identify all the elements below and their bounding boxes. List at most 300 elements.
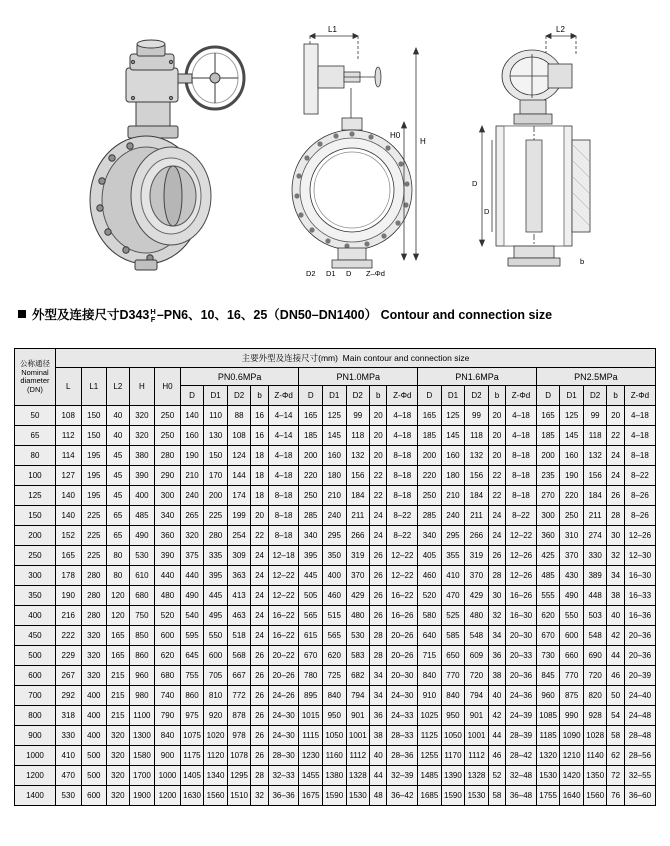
cell-pn25-zd: 36–60	[624, 786, 655, 806]
cell-L: 140	[55, 486, 81, 506]
cell-pn06-D1: 600	[204, 646, 228, 666]
cell-pn10-D2: 184	[346, 486, 370, 506]
cell-pn16-D: 840	[418, 666, 442, 686]
cell-pn10-zd: 24–33	[387, 706, 418, 726]
cell-dn: 400	[15, 606, 56, 626]
section-title-en: Contour and connection size	[380, 308, 553, 322]
header-pn06-zd: Z-Φd	[268, 386, 299, 406]
dimension-table-wrap	[14, 348, 656, 806]
cell-dn: 600	[15, 666, 56, 686]
cell-pn06-b: 22	[251, 526, 268, 546]
cell-L1: 195	[81, 446, 107, 466]
header-col-L: L	[55, 368, 81, 406]
cell-pn25-D: 1320	[536, 746, 560, 766]
cell-pn16-zd: 8–18	[506, 466, 537, 486]
cell-pn16-b: 52	[488, 766, 505, 786]
cell-pn06-b: 26	[251, 746, 268, 766]
cell-pn25-D1: 370	[560, 546, 584, 566]
cell-pn16-b: 20	[488, 446, 505, 466]
cell-pn25-zd: 4–18	[624, 406, 655, 426]
cell-pn06-b: 16	[251, 406, 268, 426]
cell-pn10-D2: 370	[346, 566, 370, 586]
cell-pn10-D2: 211	[346, 506, 370, 526]
cell-pn16-D2: 480	[465, 606, 489, 626]
cell-pn25-zd: 24–48	[624, 706, 655, 726]
cell-pn06-D2: 772	[227, 686, 251, 706]
cell-pn10-zd: 20–26	[387, 646, 418, 666]
section-title	[18, 305, 658, 324]
cell-L: 229	[55, 646, 81, 666]
cell-pn06-D1: 170	[204, 466, 228, 486]
cell-pn10-D: 1675	[299, 786, 323, 806]
cell-H0: 840	[155, 726, 181, 746]
header-col-L1: L1	[81, 368, 107, 406]
cell-pn10-D: 200	[299, 446, 323, 466]
cell-pn06-b: 24	[251, 626, 268, 646]
cell-pn10-b: 44	[370, 766, 387, 786]
cell-pn06-zd: 12–22	[268, 586, 299, 606]
cell-dn: 350	[15, 586, 56, 606]
cell-pn10-D2: 480	[346, 606, 370, 626]
cell-L2: 45	[107, 446, 130, 466]
cell-pn16-b: 32	[488, 606, 505, 626]
cell-pn16-b: 20	[488, 406, 505, 426]
cell-pn25-zd: 8–26	[624, 486, 655, 506]
cell-pn10-D1: 210	[322, 486, 346, 506]
cell-L1: 280	[81, 566, 107, 586]
cell-pn10-b: 28	[370, 626, 387, 646]
cell-H0: 1000	[155, 766, 181, 786]
header-pn16-D2: D2	[465, 386, 489, 406]
cell-pn25-D2: 118	[583, 426, 607, 446]
cell-pn25-D2: 1028	[583, 726, 607, 746]
cell-dn: 80	[15, 446, 56, 466]
cell-pn06-D1: 495	[204, 606, 228, 626]
cell-H0: 520	[155, 606, 181, 626]
cell-dn: 1400	[15, 786, 56, 806]
cell-L: 140	[55, 506, 81, 526]
cell-pn06-b: 24	[251, 566, 268, 586]
cell-pn16-b: 42	[488, 706, 505, 726]
cell-pn06-D: 1175	[180, 746, 204, 766]
cell-pn25-zd: 28–48	[624, 726, 655, 746]
cell-pn25-zd: 16–33	[624, 586, 655, 606]
cell-pn25-D2: 156	[583, 466, 607, 486]
cell-L: 292	[55, 686, 81, 706]
cell-pn06-b: 26	[251, 686, 268, 706]
cell-H0: 680	[155, 666, 181, 686]
cell-pn06-D1: 1120	[204, 746, 228, 766]
cell-pn10-zd: 20–26	[387, 626, 418, 646]
cell-L2: 215	[107, 686, 130, 706]
header-pn25-b: b	[607, 386, 624, 406]
cell-pn10-b: 28	[370, 646, 387, 666]
cell-pn10-zd: 28–36	[387, 746, 418, 766]
cell-pn25-D1: 875	[560, 686, 584, 706]
cell-pn25-D2: 448	[583, 586, 607, 606]
table-row	[15, 666, 656, 686]
cell-pn16-zd: 4–18	[506, 426, 537, 446]
cell-pn10-D: 250	[299, 486, 323, 506]
cell-pn10-D2: 1001	[346, 726, 370, 746]
cell-L: 108	[55, 406, 81, 426]
cell-H0: 300	[155, 486, 181, 506]
cell-dn: 900	[15, 726, 56, 746]
cell-pn10-D1: 350	[322, 546, 346, 566]
cell-pn25-D: 1085	[536, 706, 560, 726]
svg-text:H: H	[420, 137, 426, 146]
cell-pn06-D2: 413	[227, 586, 251, 606]
cell-pn25-D1: 1210	[560, 746, 584, 766]
cell-pn25-zd: 20–36	[624, 646, 655, 666]
cell-pn25-D2: 1560	[583, 786, 607, 806]
header-group-pn16: PN1.6MPa	[418, 368, 537, 386]
cell-pn06-D2: 124	[227, 446, 251, 466]
cell-L: 190	[55, 586, 81, 606]
cell-pn25-D: 620	[536, 606, 560, 626]
cell-L2: 320	[107, 786, 130, 806]
cell-H0: 600	[155, 626, 181, 646]
cell-pn25-D: 360	[536, 526, 560, 546]
cell-pn16-zd: 24–39	[506, 706, 537, 726]
cell-pn16-b: 58	[488, 786, 505, 806]
svg-text:D: D	[472, 179, 478, 188]
cell-pn16-D1: 650	[441, 646, 465, 666]
cell-pn10-D: 895	[299, 686, 323, 706]
cell-H0: 1200	[155, 786, 181, 806]
cell-pn06-D: 975	[180, 706, 204, 726]
cell-L1: 600	[81, 786, 107, 806]
cell-pn10-D2: 682	[346, 666, 370, 686]
cell-pn16-D2: 319	[465, 546, 489, 566]
cell-pn25-zd: 28–56	[624, 746, 655, 766]
cell-pn10-b: 26	[370, 546, 387, 566]
cell-pn25-zd: 16–30	[624, 566, 655, 586]
cell-L1: 400	[81, 706, 107, 726]
cell-pn16-D1: 240	[441, 506, 465, 526]
cell-pn10-D: 340	[299, 526, 323, 546]
table-row	[15, 566, 656, 586]
cell-pn10-b: 22	[370, 486, 387, 506]
cell-L2: 165	[107, 626, 130, 646]
cell-H0: 740	[155, 686, 181, 706]
cell-pn25-D: 425	[536, 546, 560, 566]
cell-L1: 400	[81, 686, 107, 706]
cell-pn10-D: 445	[299, 566, 323, 586]
cell-pn06-zd: 36–36	[268, 786, 299, 806]
cell-dn: 65	[15, 426, 56, 446]
cell-L: 165	[55, 546, 81, 566]
cell-pn10-D1: 1590	[322, 786, 346, 806]
cell-dn: 500	[15, 646, 56, 666]
cell-pn25-zd: 12–26	[624, 526, 655, 546]
cell-pn06-D: 595	[180, 626, 204, 646]
cell-pn06-D1: 280	[204, 526, 228, 546]
cell-pn10-D2: 794	[346, 686, 370, 706]
cell-L2: 80	[107, 566, 130, 586]
cell-pn16-D2: 99	[465, 406, 489, 426]
table-row	[15, 586, 656, 606]
cell-pn10-D1: 1380	[322, 766, 346, 786]
cell-pn10-zd: 4–18	[387, 426, 418, 446]
cell-pn06-b: 16	[251, 426, 268, 446]
cell-pn25-zd: 8–22	[624, 466, 655, 486]
cell-pn06-zd: 4–18	[268, 446, 299, 466]
cell-pn25-D1: 1090	[560, 726, 584, 746]
cell-H: 750	[129, 606, 155, 626]
cell-pn06-b: 26	[251, 726, 268, 746]
cell-H0: 290	[155, 466, 181, 486]
cell-pn16-D1: 1050	[441, 726, 465, 746]
cell-pn06-D: 755	[180, 666, 204, 686]
cell-pn06-D1: 200	[204, 486, 228, 506]
cell-pn10-D: 285	[299, 506, 323, 526]
cell-pn06-D: 645	[180, 646, 204, 666]
cell-pn16-zd: 20–30	[506, 626, 537, 646]
cell-pn25-b: 24	[607, 446, 624, 466]
table-row	[15, 746, 656, 766]
cell-pn10-zd: 16–26	[387, 606, 418, 626]
cell-H0: 390	[155, 546, 181, 566]
cell-pn06-D: 375	[180, 546, 204, 566]
cell-pn25-D: 485	[536, 566, 560, 586]
cell-pn16-D2: 901	[465, 706, 489, 726]
cell-pn16-zd: 12–26	[506, 566, 537, 586]
cell-pn06-b: 18	[251, 486, 268, 506]
cell-pn25-D1: 660	[560, 646, 584, 666]
cell-pn16-zd: 4–18	[506, 406, 537, 426]
header-pn10-D: D	[299, 386, 323, 406]
cell-pn25-D1: 430	[560, 566, 584, 586]
cell-pn16-D: 1125	[418, 726, 442, 746]
cell-pn16-D: 220	[418, 466, 442, 486]
cell-pn16-D1: 160	[441, 446, 465, 466]
cell-pn16-zd: 28–42	[506, 746, 537, 766]
cell-L2: 40	[107, 426, 130, 446]
cell-pn06-D2: 568	[227, 646, 251, 666]
cell-pn06-b: 18	[251, 446, 268, 466]
bullet-square-icon	[18, 310, 26, 318]
header-dn-en: Nominal	[21, 367, 49, 377]
cell-pn06-D2: 878	[227, 706, 251, 726]
cell-pn06-zd: 8–18	[268, 526, 299, 546]
cell-pn16-D: 640	[418, 626, 442, 646]
table-row	[15, 486, 656, 506]
cell-L1: 195	[81, 486, 107, 506]
cell-pn10-D: 565	[299, 606, 323, 626]
cell-pn10-D: 1015	[299, 706, 323, 726]
cell-pn10-D2: 530	[346, 626, 370, 646]
cell-L1: 195	[81, 466, 107, 486]
cell-pn10-D2: 99	[346, 406, 370, 426]
cell-pn10-zd: 32–39	[387, 766, 418, 786]
cell-pn16-D: 910	[418, 686, 442, 706]
cell-pn10-D: 670	[299, 646, 323, 666]
header-pn16-zd: Z-Φd	[506, 386, 537, 406]
cell-H: 320	[129, 406, 155, 426]
cell-pn06-b: 18	[251, 466, 268, 486]
cell-pn10-D1: 240	[322, 506, 346, 526]
cell-pn06-D2: 108	[227, 426, 251, 446]
cell-L: 530	[55, 786, 81, 806]
cell-L2: 65	[107, 526, 130, 546]
cell-pn16-zd: 8–18	[506, 486, 537, 506]
cell-pn10-b: 22	[370, 466, 387, 486]
cell-pn25-D: 1185	[536, 726, 560, 746]
cell-pn25-zd: 16–36	[624, 606, 655, 626]
cell-H: 980	[129, 686, 155, 706]
cell-pn16-D1: 210	[441, 486, 465, 506]
cell-pn06-b: 24	[251, 606, 268, 626]
cell-pn16-D1: 1590	[441, 786, 465, 806]
cell-pn25-D: 165	[536, 406, 560, 426]
cell-pn06-b: 24	[251, 546, 268, 566]
cell-dn: 1000	[15, 746, 56, 766]
cell-pn16-D: 185	[418, 426, 442, 446]
cell-pn25-D2: 330	[583, 546, 607, 566]
cell-L1: 320	[81, 626, 107, 646]
cell-pn16-zd: 16–26	[506, 586, 537, 606]
table-row	[15, 606, 656, 626]
cell-L2: 120	[107, 606, 130, 626]
cell-pn06-zd: 28–30	[268, 746, 299, 766]
cell-pn16-zd: 20–33	[506, 646, 537, 666]
cell-H: 680	[129, 586, 155, 606]
cell-pn06-D1: 130	[204, 426, 228, 446]
cell-pn10-b: 26	[370, 586, 387, 606]
cell-pn10-D: 220	[299, 466, 323, 486]
cell-L: 318	[55, 706, 81, 726]
cell-H: 1700	[129, 766, 155, 786]
cell-L2: 65	[107, 506, 130, 526]
cell-pn06-zd: 8–18	[268, 506, 299, 526]
cell-pn16-D: 285	[418, 506, 442, 526]
header-col-L2: L2	[107, 368, 130, 406]
header-pn25-D2: D2	[583, 386, 607, 406]
cell-pn16-D1: 180	[441, 466, 465, 486]
cell-L: 127	[55, 466, 81, 486]
cell-L: 216	[55, 606, 81, 626]
cell-pn06-b: 24	[251, 586, 268, 606]
cell-L2: 320	[107, 726, 130, 746]
cell-H: 485	[129, 506, 155, 526]
cell-pn10-D2: 429	[346, 586, 370, 606]
cell-pn16-D1: 355	[441, 546, 465, 566]
cell-pn16-zd: 24–36	[506, 686, 537, 706]
header-nominal-diameter	[15, 349, 56, 406]
cell-pn06-zd: 32–33	[268, 766, 299, 786]
cell-pn06-D: 210	[180, 466, 204, 486]
cell-H0: 440	[155, 566, 181, 586]
cell-pn10-D1: 295	[322, 526, 346, 546]
cell-pn25-b: 76	[607, 786, 624, 806]
header-group-pn25: PN2.5MPa	[536, 368, 655, 386]
cell-pn10-D: 165	[299, 406, 323, 426]
header-col-H0: H0	[155, 368, 181, 406]
header-pn25-D1: D1	[560, 386, 584, 406]
cell-pn06-D1: 1560	[204, 786, 228, 806]
cell-pn16-D: 405	[418, 546, 442, 566]
cell-pn25-b: 54	[607, 706, 624, 726]
cell-pn25-D1: 1420	[560, 766, 584, 786]
cell-L2: 320	[107, 746, 130, 766]
cell-pn10-D1: 565	[322, 626, 346, 646]
cell-pn10-b: 24	[370, 506, 387, 526]
cell-pn16-b: 34	[488, 626, 505, 646]
cell-pn25-D1: 250	[560, 506, 584, 526]
cell-pn16-D: 715	[418, 646, 442, 666]
cell-pn16-D1: 1390	[441, 766, 465, 786]
dimension-table	[14, 348, 656, 806]
cell-pn25-D1: 220	[560, 486, 584, 506]
header-main-en: Main contour and connection size	[342, 353, 470, 363]
table-row	[15, 706, 656, 726]
cell-pn25-D2: 548	[583, 626, 607, 646]
cell-pn16-b: 22	[488, 466, 505, 486]
cell-pn25-b: 38	[607, 586, 624, 606]
cell-pn10-D1: 180	[322, 466, 346, 486]
cell-pn10-zd: 28–33	[387, 726, 418, 746]
cell-pn25-D1: 990	[560, 706, 584, 726]
cell-pn06-D2: 174	[227, 486, 251, 506]
cell-pn16-D: 520	[418, 586, 442, 606]
cell-pn25-D2: 274	[583, 526, 607, 546]
cell-pn16-D1: 470	[441, 586, 465, 606]
header-pn06-D1: D1	[204, 386, 228, 406]
cell-pn10-D1: 460	[322, 586, 346, 606]
cell-pn06-D1: 705	[204, 666, 228, 686]
cell-pn25-D1: 190	[560, 466, 584, 486]
cell-pn06-D1: 395	[204, 566, 228, 586]
cell-pn25-D: 1755	[536, 786, 560, 806]
cell-pn25-D: 1530	[536, 766, 560, 786]
cell-H0: 790	[155, 706, 181, 726]
cell-dn: 100	[15, 466, 56, 486]
valve-front-view-drawing	[280, 14, 430, 286]
cell-pn25-zd: 24–40	[624, 686, 655, 706]
cell-pn25-D: 270	[536, 486, 560, 506]
cell-pn10-b: 48	[370, 786, 387, 806]
cell-pn06-D: 140	[180, 406, 204, 426]
cell-pn10-b: 26	[370, 606, 387, 626]
cell-pn16-D2: 211	[465, 506, 489, 526]
cell-H0: 340	[155, 506, 181, 526]
cell-H: 390	[129, 466, 155, 486]
cell-pn25-zd: 20–39	[624, 666, 655, 686]
cell-pn25-b: 44	[607, 646, 624, 666]
cell-pn06-D2: 88	[227, 406, 251, 426]
cell-pn16-b: 38	[488, 666, 505, 686]
cell-pn10-D2: 266	[346, 526, 370, 546]
cell-pn25-D1: 125	[560, 406, 584, 426]
cell-pn06-zd: 4–14	[268, 406, 299, 426]
header-pn10-zd: Z-Φd	[387, 386, 418, 406]
cell-pn25-D: 845	[536, 666, 560, 686]
cell-pn10-D2: 118	[346, 426, 370, 446]
cell-pn06-D1: 110	[204, 406, 228, 426]
cell-pn16-zd: 12–22	[506, 526, 537, 546]
cell-pn25-b: 32	[607, 546, 624, 566]
cell-pn10-D1: 725	[322, 666, 346, 686]
cell-pn25-D: 670	[536, 626, 560, 646]
svg-text:b: b	[580, 257, 585, 266]
header-dn-en2: diameter	[20, 376, 50, 385]
cell-L: 152	[55, 526, 81, 546]
cell-pn06-D: 190	[180, 446, 204, 466]
table-row	[15, 686, 656, 706]
cell-L1: 225	[81, 526, 107, 546]
cell-pn10-D: 505	[299, 586, 323, 606]
